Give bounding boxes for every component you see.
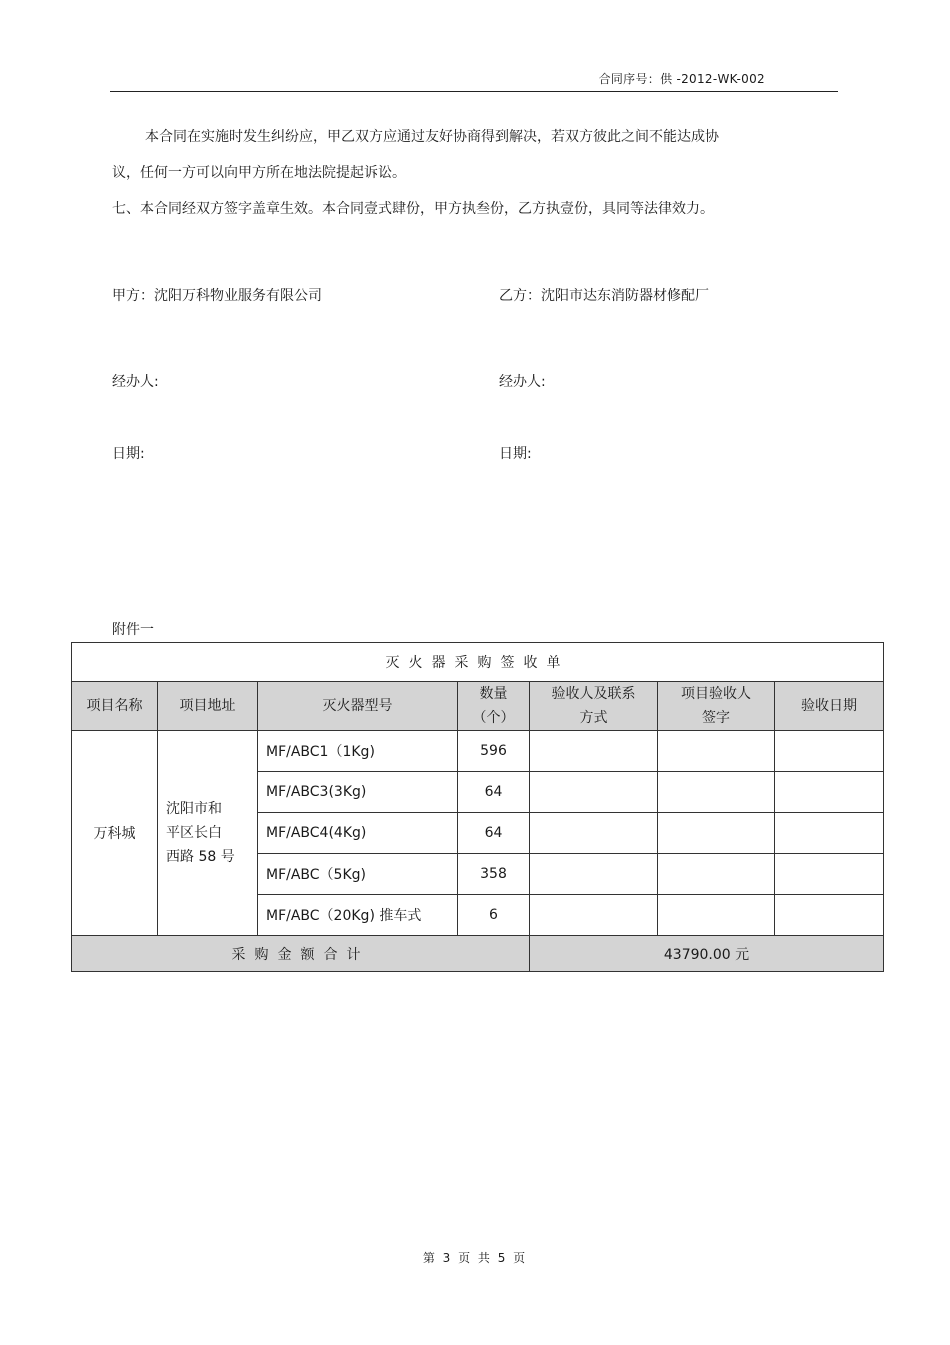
receiver-cell <box>530 854 658 895</box>
model-cell: MF/ABC1（1Kg) <box>258 731 458 772</box>
receiver-cell <box>530 731 658 772</box>
dispute-paragraph-line-2: 议，任何一方可以向甲方所在地法院提起诉讼。 <box>112 165 406 181</box>
model-cell: MF/ABC（20Kg) 推车式 <box>258 895 458 936</box>
total-row <box>72 936 884 972</box>
project-name-cell: 万科城 <box>72 731 158 936</box>
address-line: 平区长白 <box>166 825 222 841</box>
total-label: 采购金额合计 <box>72 936 530 972</box>
page-number: 第 3 页 共 5 页 <box>422 1251 528 1265</box>
signer-cell <box>658 813 775 854</box>
header-signer-line-1: 项目验收人 <box>681 686 751 702</box>
party-a-date-label: 日期: <box>112 446 145 462</box>
party-a-name: 甲方：沈阳万科物业服务有限公司 <box>112 288 322 304</box>
quantity-cell: 596 <box>458 731 530 772</box>
header-project-address: 项目地址 <box>158 682 258 731</box>
quantity-cell: 6 <box>458 895 530 936</box>
extinguisher-receipt-table <box>71 642 884 972</box>
model-cell: MF/ABC4(4Kg) <box>258 813 458 854</box>
header-signer-line-2: 签字 <box>702 710 730 726</box>
quantity-cell: 358 <box>458 854 530 895</box>
contract-number: 合同序号：供 -2012-WK-002 <box>598 72 765 86</box>
quantity-cell: 64 <box>458 813 530 854</box>
table-title: 灭火器采购签收单 <box>72 643 884 682</box>
date-cell <box>775 772 884 813</box>
party-b-name: 乙方：沈阳市达东消防器材修配厂 <box>499 288 709 304</box>
party-b-date-label: 日期: <box>499 446 532 462</box>
signer-cell <box>658 854 775 895</box>
header-project-name: 项目名称 <box>72 682 158 731</box>
receiver-cell <box>530 772 658 813</box>
address-line: 沈阳市和 <box>166 801 222 817</box>
header-date: 验收日期 <box>775 682 884 731</box>
header-quantity-line-1: 数量 <box>479 686 508 702</box>
header-receiver-line-1: 验收人及联系 <box>551 686 636 702</box>
signer-cell <box>658 895 775 936</box>
address-line: 西路 58 号 <box>166 849 235 865</box>
header-quantity-line-2: （个） <box>472 710 515 726</box>
effect-clause: 七、本合同经双方签字盖章生效。本合同壹式肆份，甲方执叁份，乙方执壹份，具同等法律效力。 <box>112 201 714 217</box>
model-cell: MF/ABC3(3Kg) <box>258 772 458 813</box>
dispute-paragraph-line-1: 本合同在实施时发生纠纷应，甲乙双方应通过友好协商得到解决，若双方彼此之间不能达成协 <box>145 129 719 145</box>
date-cell <box>775 895 884 936</box>
header-model: 灭火器型号 <box>258 682 458 731</box>
total-amount: 43790.00 元 <box>530 936 884 972</box>
party-a-agent-label: 经办人: <box>112 374 159 390</box>
date-cell <box>775 813 884 854</box>
party-b-agent-label: 经办人: <box>499 374 546 390</box>
header-receiver-line-2: 方式 <box>579 710 608 726</box>
header-quantity <box>458 682 530 731</box>
signer-cell <box>658 731 775 772</box>
table-header-row <box>72 682 884 731</box>
receiver-cell <box>530 895 658 936</box>
project-address-cell <box>158 731 258 936</box>
attachment-label: 附件一 <box>112 622 154 638</box>
header-signer <box>658 682 775 731</box>
date-cell <box>775 731 884 772</box>
receiver-cell <box>530 813 658 854</box>
signer-cell <box>658 772 775 813</box>
header-receiver <box>530 682 658 731</box>
header-divider <box>110 91 838 92</box>
date-cell <box>775 854 884 895</box>
quantity-cell: 64 <box>458 772 530 813</box>
table-row <box>72 731 884 772</box>
model-cell: MF/ABC（5Kg) <box>258 854 458 895</box>
